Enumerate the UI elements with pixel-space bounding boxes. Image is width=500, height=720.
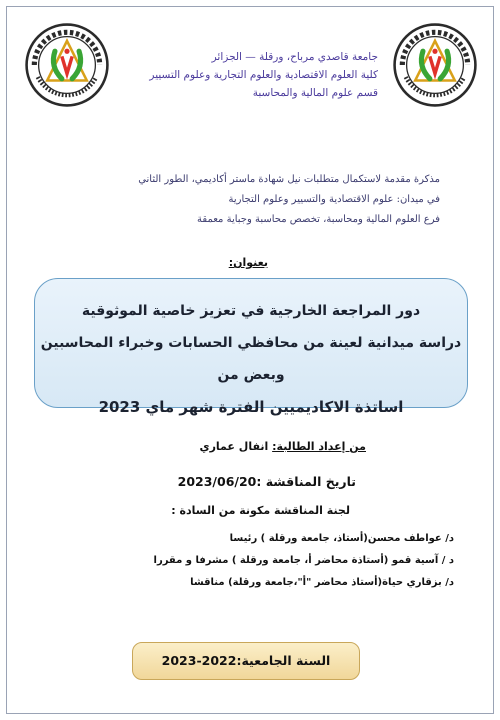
thesis-subtitle: دراسة ميدانية لعينة من محافظي الحسابات وخبراء المحاسبين وبعض من	[40, 335, 462, 383]
thesis-title-box	[34, 278, 468, 416]
committee-member: د / آسية قمو (أستاذة محاضر أ، جامعة ورقلة ) مشرفا و مقررا	[153, 555, 454, 566]
header-department: قسم علوم المالية والمحاسبة	[252, 87, 378, 99]
defense-date: تاريخ المناقشة :2023/06/20	[177, 474, 356, 489]
committee-list	[34, 528, 454, 594]
student-name: انفال عماري	[199, 440, 269, 453]
thesis-subtitle-period: اساتذة الاكاديميين الفترة شهر ماي 2023	[98, 398, 404, 416]
committee-member: د/ بزقاري حياة(أستاذ محاضر "أ"،جامعة ورقلة) مناقشا	[190, 577, 454, 588]
student-label: من إعداد الطالبة:	[272, 440, 366, 453]
memo-line: مذكرة مقدمة لاستكمال متطلبات نيل شهادة ماستر أكاديمي، الطور الثاني	[138, 174, 440, 185]
header-university: جامعة قاصدي مرباح، ورقلة — الجزائر	[211, 51, 378, 63]
header-faculty: كلية العلوم الاقتصادية والعلوم التجارية وعلوم التسيير	[149, 69, 378, 81]
university-logo-icon	[24, 22, 110, 108]
memo-line: فرع العلوم المالية ومحاسبة، تخصص محاسبة وجباية معمقة	[197, 214, 440, 225]
university-logo-right	[392, 22, 478, 108]
institution-header	[138, 48, 378, 102]
student-info	[200, 440, 366, 453]
committee-title: لجنة المناقشة مكونة من السادة :	[171, 504, 350, 517]
memo-statement	[40, 170, 440, 230]
university-logo-left	[24, 22, 110, 108]
university-logo-icon	[392, 22, 478, 108]
memo-line: في ميدان: علوم الاقتصادية والتسيير وعلوم التجارية	[228, 194, 440, 205]
title-intro: بعنوان:	[228, 256, 268, 269]
thesis-title: دور المراجعة الخارجية في تعزيز خاصية الموثوقية	[81, 303, 421, 319]
academic-year-box: السنة الجامعية:2022-2023	[132, 642, 360, 680]
committee-member: د/ عواطف محسن(أستاذ، جامعة ورقلة ) رئيسا	[229, 533, 454, 544]
